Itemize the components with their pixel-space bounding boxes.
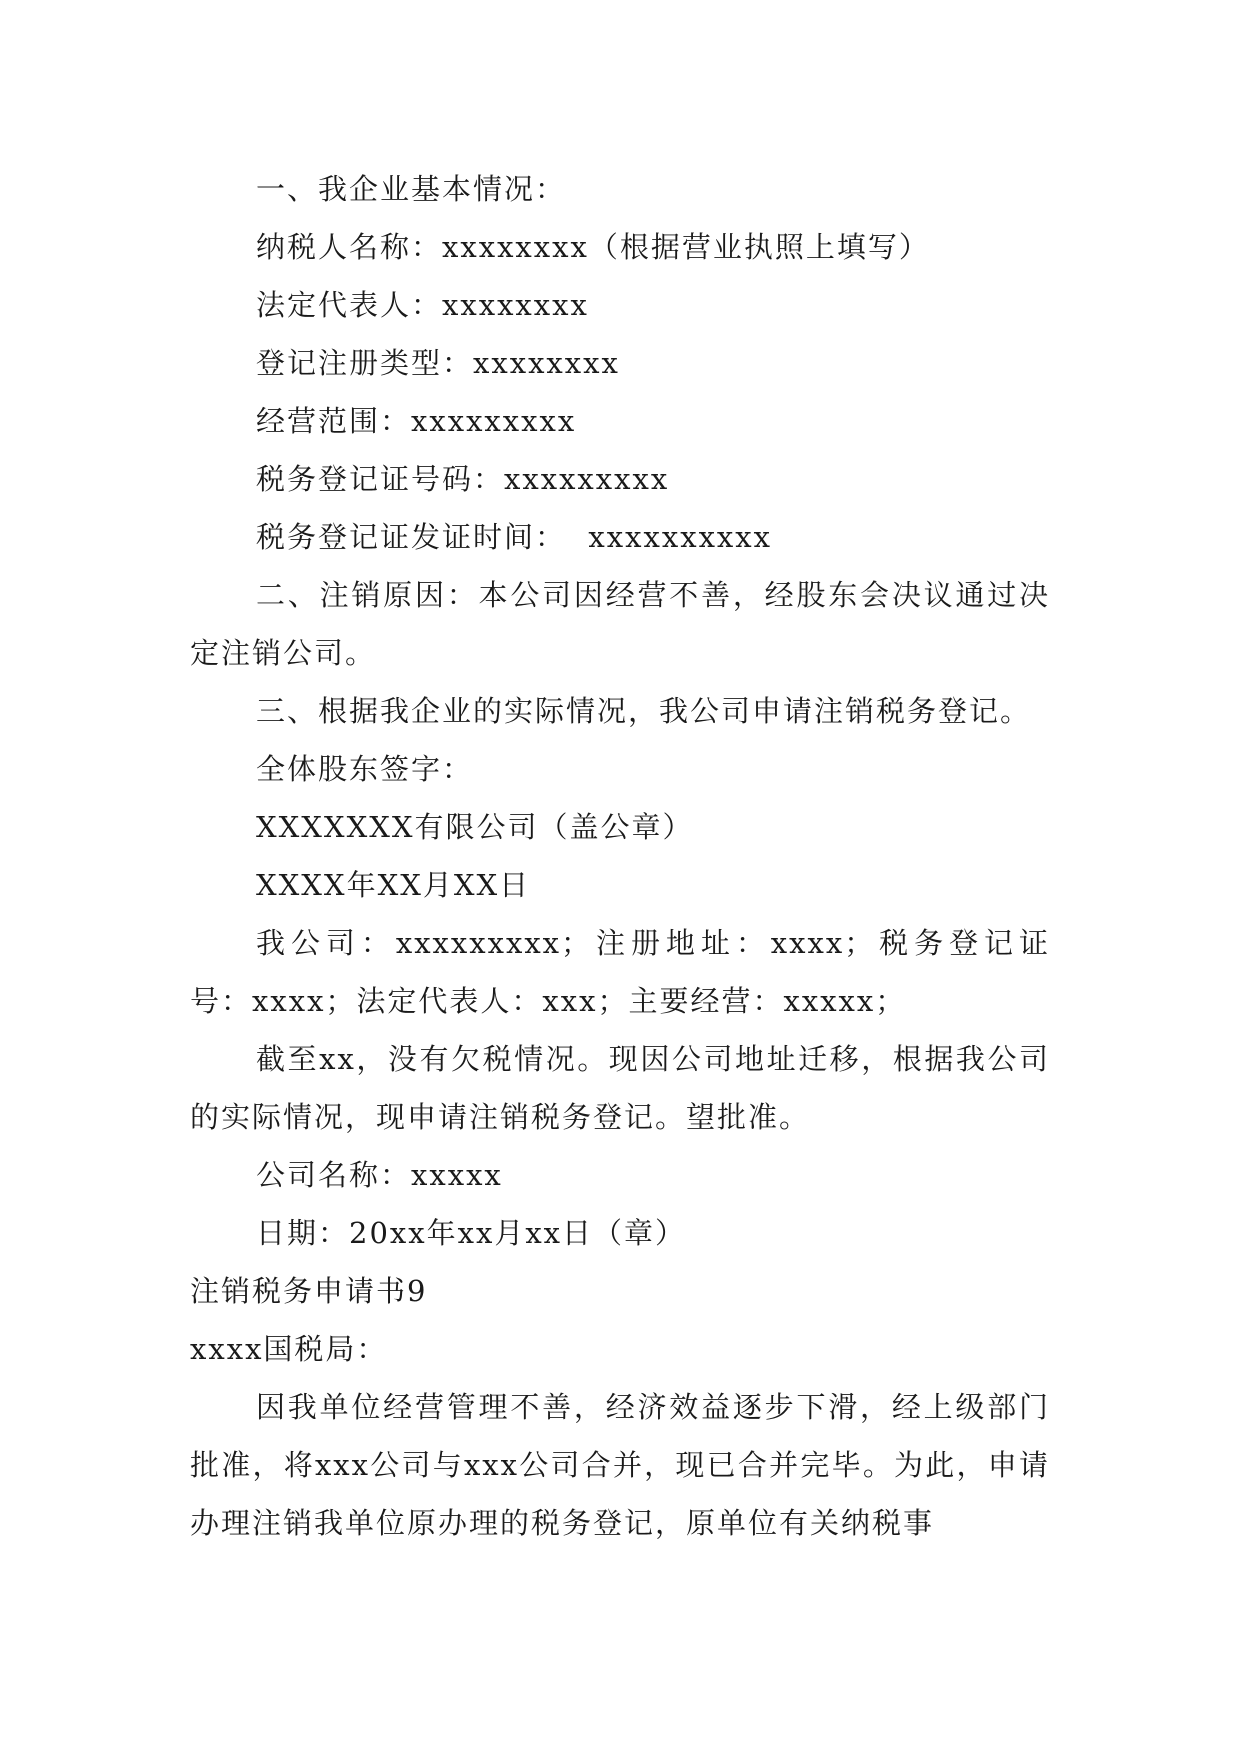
- document-body: [190, 160, 1050, 1552]
- registration-type-line: 登记注册类型：xxxxxxxx: [256, 346, 620, 380]
- section-title: 注销税务申请书9: [190, 1274, 428, 1308]
- company-seal-line: XXXXXXX有限公司（盖公章）: [256, 810, 694, 844]
- taxpayer-name-line: 纳税人名称：xxxxxxxx（根据营业执照上填写）: [256, 230, 930, 264]
- legal-representative-line: 法定代表人：xxxxxxxx: [256, 288, 589, 322]
- shareholder-signature-label: 全体股东签字：: [256, 752, 474, 786]
- company-name-line: 公司名称：xxxxx: [256, 1158, 503, 1192]
- addressee-line: xxxx国税局：: [190, 1332, 388, 1366]
- date-line: 日期：20xx年xx月xx日（章）: [256, 1216, 687, 1250]
- application-statement-line: 三、根据我企业的实际情况，我公司申请注销税务登记。: [256, 694, 1032, 728]
- merger-paragraph: 因我单位经营管理不善，经济效益逐步下滑，经上级部门批准，将xxx公司与xxx公司合并，现已合并完毕。为此，申请办理注销我单位原办理的税务登记，原单位有关纳税事: [190, 1390, 1050, 1540]
- business-scope-line: 经营范围：xxxxxxxxx: [256, 404, 577, 438]
- cancellation-reason-paragraph: 二、注销原因：本公司因经营不善，经股东会决议通过决定注销公司。: [190, 578, 1050, 670]
- tax-registration-number-line: 税务登记证号码：xxxxxxxxx: [256, 462, 670, 496]
- tax-registration-issue-date-line: 税务登记证发证时间： xxxxxxxxxx: [256, 520, 772, 554]
- tax-status-paragraph: 截至xx，没有欠税情况。现因公司地址迁移，根据我公司的实际情况，现申请注销税务登记。望批准。: [190, 1042, 1050, 1134]
- sign-date-line: XXXX年XX月XX日: [256, 868, 531, 902]
- section-basic-info-heading: 一、我企业基本情况：: [256, 172, 567, 206]
- company-info-paragraph: 我公司：xxxxxxxxx；注册地址：xxxx；税务登记证号：xxxx；法定代表人：xxx；主要经营：xxxxx；: [190, 926, 1050, 1018]
